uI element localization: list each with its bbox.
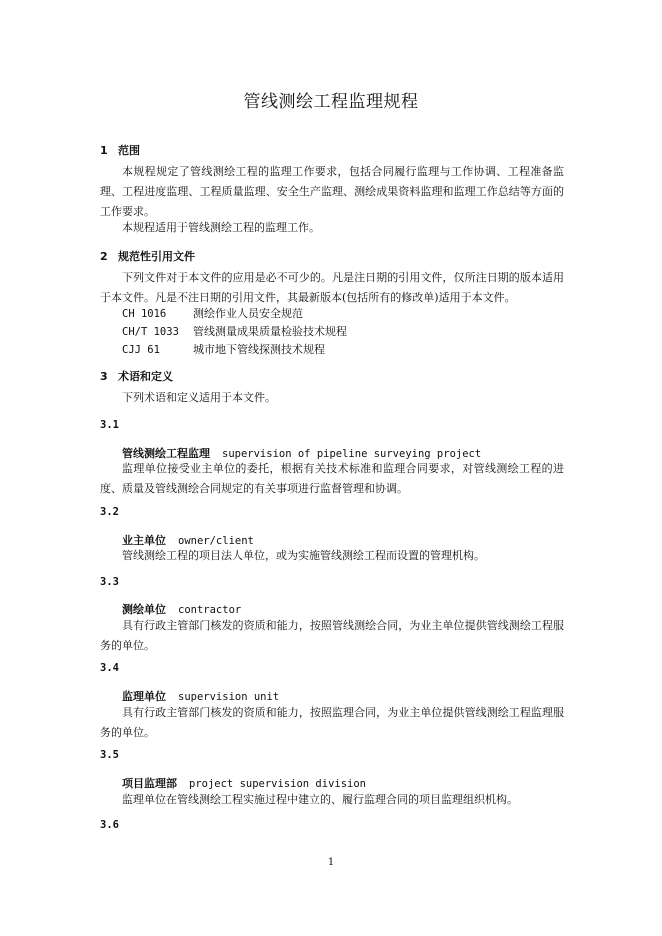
clause-number: 3.1 xyxy=(100,419,119,431)
reference-code: CH/T 1033 xyxy=(122,326,179,338)
section-number: 1 xyxy=(100,144,108,157)
section-heading-terms xyxy=(100,368,173,384)
reference-item xyxy=(122,305,303,323)
reference-code: CJJ 61 xyxy=(122,344,160,356)
term-chinese: 项目监理部 xyxy=(122,777,177,790)
terms-intro-paragraph: 下列术语和定义适用于本文件。 xyxy=(122,391,276,404)
term-english: supervision unit xyxy=(178,691,280,703)
section-number: 3 xyxy=(100,370,108,383)
reference-item xyxy=(122,341,325,359)
term-english: supervision of pipeline surveying project xyxy=(222,448,482,460)
term-chinese: 监理单位 xyxy=(122,690,166,703)
section-title: 术语和定义 xyxy=(118,370,173,383)
clause-number: 3.2 xyxy=(100,506,119,518)
clause-number: 3.5 xyxy=(100,749,119,761)
term-definition: 具有行政主管部门核发的资质和能力，按照管线测绘合同，为业主单位提供管线测绘工程服务的单位。 xyxy=(100,619,564,652)
reference-title: 测绘作业人员安全规范 xyxy=(193,307,303,320)
section-heading-normative-references xyxy=(100,248,195,264)
term-english: contractor xyxy=(178,604,242,616)
scope-paragraph-2: 本规程适用于管线测绘工程的监理工作。 xyxy=(122,221,320,234)
page-number: 1 xyxy=(327,857,335,868)
term-chinese: 业主单位 xyxy=(122,534,166,547)
scope-paragraph-1: 本规程规定了管线测绘工程的监理工作要求，包括合同履行监理与工作协调、工程准备监理、工程进度监理、工程质量监理、安全生产监理、测绘成果资料监理和监理工作总结等方面的工作要求。 xyxy=(100,165,564,218)
clause-number: 3.4 xyxy=(100,662,119,674)
section-heading-scope xyxy=(100,142,140,158)
term-entry xyxy=(122,601,241,617)
term-chinese: 管线测绘工程监理 xyxy=(122,447,210,460)
document-title: 管线测绘工程监理规程 xyxy=(243,92,419,112)
term-english: owner/client xyxy=(178,535,254,547)
section-title: 范围 xyxy=(118,144,140,157)
references-paragraph: 下列文件对于本文件的应用是必不可少的。凡是注日期的引用文件，仅所注日期的版本适用于本文件。凡是不注日期的引用文件，其最新版本(包括所有的修改单)适用于本文件。 xyxy=(100,271,564,304)
term-definition: 管线测绘工程的项目法人单位，或为实施管线测绘工程而设置的管理机构。 xyxy=(122,549,485,562)
section-title: 规范性引用文件 xyxy=(118,250,195,263)
section-number: 2 xyxy=(100,250,108,263)
clause-number: 3.6 xyxy=(100,819,119,831)
reference-title: 管线测量成果质量检验技术规程 xyxy=(193,325,347,338)
reference-item xyxy=(122,323,347,341)
clause-number: 3.3 xyxy=(100,576,119,588)
term-definition: 监理单位在管线测绘工程实施过程中建立的、履行监理合同的项目监理组织机构。 xyxy=(122,793,518,806)
reference-title: 城市地下管线探测技术规程 xyxy=(193,343,325,356)
term-entry xyxy=(122,775,366,791)
reference-code: CH 1016 xyxy=(122,308,167,320)
term-chinese: 测绘单位 xyxy=(122,603,166,616)
term-entry xyxy=(122,688,279,704)
term-english: project supervision division xyxy=(189,778,367,790)
term-definition: 监理单位接受业主单位的委托，根据有关技术标准和监理合同要求，对管线测绘工程的进度、质量及管线测绘合同规定的有关事项进行监督管理和协调。 xyxy=(100,462,564,495)
term-definition: 具有行政主管部门核发的资质和能力，按照监理合同，为业主单位提供管线测绘工程监理服务的单位。 xyxy=(100,706,564,739)
